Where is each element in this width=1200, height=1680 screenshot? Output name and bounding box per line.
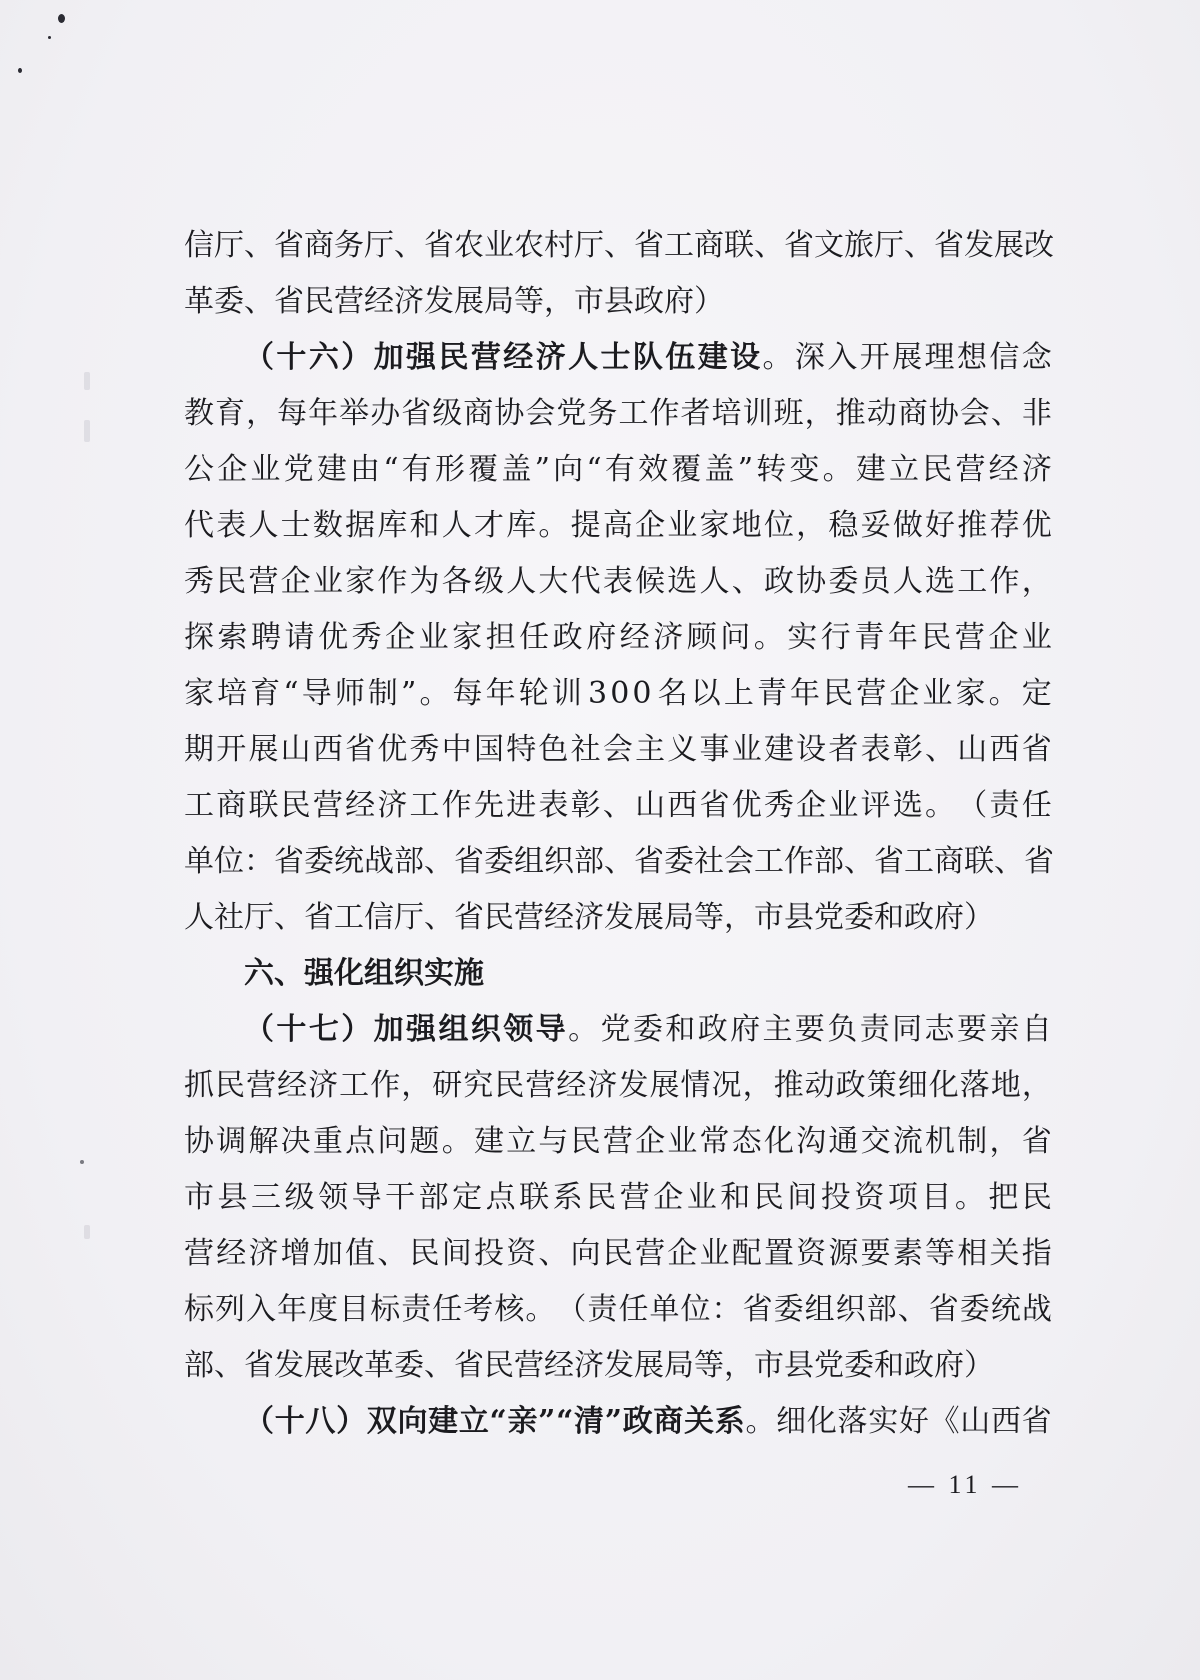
section-paragraph-start <box>184 1002 1052 1058</box>
line-text: 工 商 联 民 营 经 济 工 作 先 进 表 彰 、 山 西 省 优 秀 企 业 评 选 。 （ 责 任 <box>184 788 1052 823</box>
line-text: 秀 民 营 企 业 家 作 为 各 级 人 大 代 表 候 选 人 、 政 协 委 员 人 选 工 作 ， <box>184 564 1052 599</box>
text-line <box>184 890 1052 946</box>
line-text: 革委、省民营经济发展局等，市县政府） <box>184 284 724 319</box>
text-line <box>184 442 1052 498</box>
text-line <box>184 218 1052 274</box>
line-text: 期 开 展 山 西 省 优 秀 中 国 特 色 社 会 主 义 事 业 建 设 者 表 彰 、 山 西 省 <box>184 732 1052 767</box>
line-text: 标 列 入 年 度 目 标 责 任 考 核 。 （ 责 任 单 位 ： 省 委 组 织 部 、 省 委 统 战 <box>184 1292 1052 1327</box>
line-text: 人社厅、省工信厅、省民营经济发展局等，市县党委和政府） <box>184 900 994 935</box>
line-text: 协 调 解 决 重 点 问 题 。 建 立 与 民 营 企 业 常 态 化 沟 通 交 流 机 制 ， 省 <box>184 1124 1052 1159</box>
section-paragraph-start <box>184 330 1052 386</box>
section-heading: 六、强化组织实施 <box>244 956 484 991</box>
text-line <box>184 1114 1052 1170</box>
scan-speck <box>18 68 22 73</box>
line-text: 抓 民 营 经 济 工 作 ， 研 究 民 营 经 济 发 展 情 况 ， 推 动 政 策 细 化 落 地 ， <box>184 1068 1052 1103</box>
line-text: 部、省发展改革委、省民营经济发展局等，市县党委和政府） <box>184 1348 994 1383</box>
line-text: 信 厅 、 省 商 务 厅 、 省 农 业 农 村 厅 、 省 工 商 联 、 省 文 旅 厅 、 省 发 展 改 <box>184 228 1054 263</box>
scan-speck <box>80 1160 84 1164</box>
line-text: 单 位 ： 省 委 统 战 部 、 省 委 组 织 部 、 省 委 社 会 工 作 部 、 省 工 商 联 、 省 <box>184 844 1054 879</box>
text-line <box>184 1282 1052 1338</box>
text-line <box>184 554 1052 610</box>
line-text: 公 企 业 党 建 由 “ 有 形 覆 盖 ” 向 “ 有 效 覆 盖 ” 转 变 。 建 立 民 营 经 济 <box>184 452 1052 487</box>
scan-smudge <box>84 1225 90 1239</box>
scan-smudge <box>84 420 90 442</box>
text-line <box>184 722 1052 778</box>
line-text: 教 育 ， 每 年 举 办 省 级 商 协 会 党 务 工 作 者 培 训 班 ， 推 动 商 协 会 、 非 <box>184 396 1052 431</box>
body-text <box>184 218 1052 1450</box>
line-text: 营 经 济 增 加 值 、 民 间 投 资 、 向 民 营 企 业 配 置 资 源 要 素 等 相 关 指 <box>184 1236 1052 1271</box>
scan-smudge <box>84 372 90 390</box>
line-text: 探 索 聘 请 优 秀 企 业 家 担 任 政 府 经 济 顾 问 。 实 行 青 年 民 营 企 业 <box>184 620 1052 655</box>
scan-speck <box>58 14 65 23</box>
text-line <box>184 1170 1052 1226</box>
text-line <box>184 1226 1052 1282</box>
line-text: （ 十 六 ） 加 强 民 营 经 济 人 士 队 伍 建 设 。 深 入 开 展 理 想 信 念 <box>244 340 1052 375</box>
text-line <box>184 498 1052 554</box>
line-text: 家 培 育 “ 导 师 制 ” 。 每 年 轮 训 3 0 0 名 以 上 青 年 民 营 企 业 家 。 定 <box>184 676 1052 711</box>
line-text: 市 县 三 级 领 导 干 部 定 点 联 系 民 营 企 业 和 民 间 投 资 项 目 。 把 民 <box>184 1180 1052 1215</box>
page-number: — 11 — <box>907 1470 1023 1499</box>
section-paragraph-start <box>184 1394 1052 1450</box>
text-line <box>184 834 1052 890</box>
text-line <box>184 1058 1052 1114</box>
text-line <box>184 1338 1052 1394</box>
text-line <box>184 610 1052 666</box>
line-text: （ 十 八 ） 双 向 建 立 “ 亲 ” “ 清 ” 政 商 关 系 。 细 化 落 实 好 《 山 西 省 <box>244 1404 1052 1439</box>
text-line <box>184 778 1052 834</box>
line-text: 代 表 人 士 数 据 库 和 人 才 库 。 提 高 企 业 家 地 位 ， 稳 妥 做 好 推 荐 优 <box>184 508 1052 543</box>
scan-speck <box>48 36 51 39</box>
line-text: （ 十 七 ） 加 强 组 织 领 导 。 党 委 和 政 府 主 要 负 责 同 志 要 亲 自 <box>244 1012 1052 1047</box>
text-line <box>184 274 1052 330</box>
text-line <box>184 386 1052 442</box>
text-line <box>184 666 1052 722</box>
